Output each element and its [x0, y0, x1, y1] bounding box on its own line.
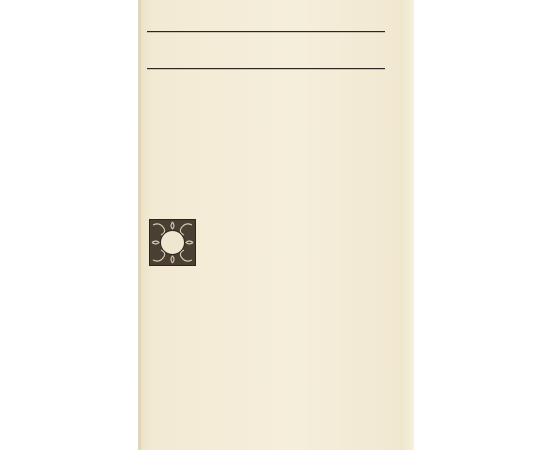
decorated-initial	[149, 219, 196, 266]
ornamental-headpiece	[147, 30, 385, 70]
page-gutter-shadow	[138, 0, 141, 450]
outer-margin	[400, 0, 414, 450]
